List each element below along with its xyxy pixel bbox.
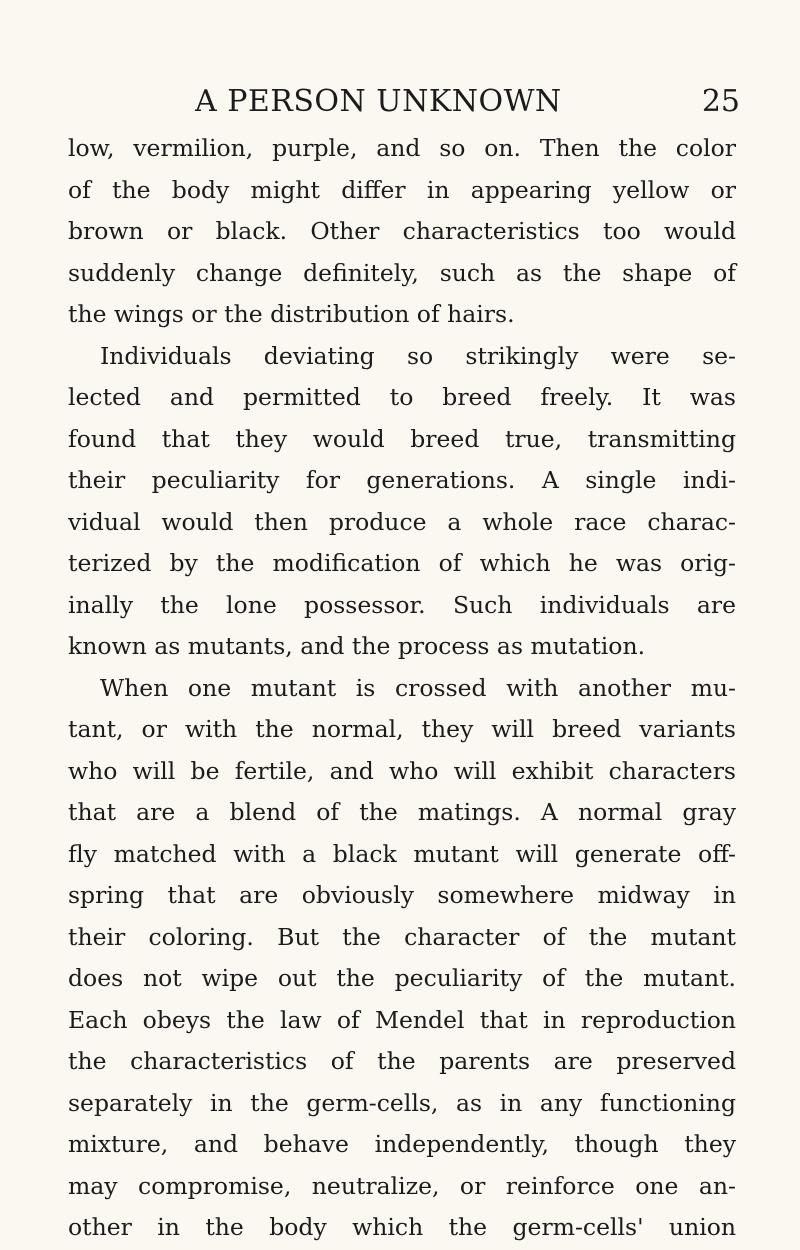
body-text — [68, 128, 736, 1249]
text-line: of the body might differ in appearing yellow or — [68, 175, 736, 204]
text-line: the characteristics of the parents are preserved — [68, 1047, 736, 1075]
text-line: vidual would then produce a whole race charac- — [68, 507, 736, 536]
text-line: known as mutants, and the process as mutation. — [68, 632, 646, 660]
text-line: suddenly change definitely, such as the shape of — [68, 258, 736, 287]
text-line: mixture, and behave independently, though they — [68, 1130, 736, 1158]
text-line: terized by the modification of which he was orig- — [68, 549, 736, 577]
text-line: lected and permitted to breed freely. It was — [68, 383, 736, 411]
page-number: 25 — [701, 84, 740, 119]
text-line: inally the lone possessor. Such individuals are — [68, 590, 736, 619]
text-line: tant, or with the normal, they will breed variants — [68, 715, 736, 743]
text-line: Individuals deviating so strikingly were se- — [100, 341, 736, 370]
text-line: fly matched with a black mutant will generate off- — [68, 839, 736, 868]
text-line: When one mutant is crossed with another mu- — [100, 673, 736, 702]
running-head — [195, 84, 740, 124]
text-line: low, vermilion, purple, and so on. Then the color — [68, 134, 736, 162]
text-line: their peculiarity for generations. A single indi- — [68, 466, 736, 494]
text-line: spring that are obviously somewhere midway in — [68, 881, 736, 909]
text-line: the wings or the distribution of hairs. — [68, 300, 515, 328]
text-line: their coloring. But the character of the mutant — [68, 922, 736, 951]
text-line: who will be fertile, and who will exhibit characters — [68, 756, 736, 785]
text-line: that are a blend of the matings. A normal gray — [68, 798, 736, 826]
text-line: other in the body which the germ-cells' union — [68, 1213, 736, 1241]
text-line: found that they would breed true, transmitting — [68, 424, 736, 453]
running-title: A PERSON UNKNOWN — [195, 84, 562, 119]
text-line: may compromise, neutralize, or reinforce one an- — [68, 1171, 736, 1200]
text-line: brown or black. Other characteristics too would — [68, 217, 736, 245]
text-line: Each obeys the law of Mendel that in reproduction — [68, 1005, 736, 1034]
text-line: does not wipe out the peculiarity of the mutant. — [68, 964, 736, 992]
text-line: separately in the germ-cells, as in any functioning — [68, 1088, 736, 1117]
